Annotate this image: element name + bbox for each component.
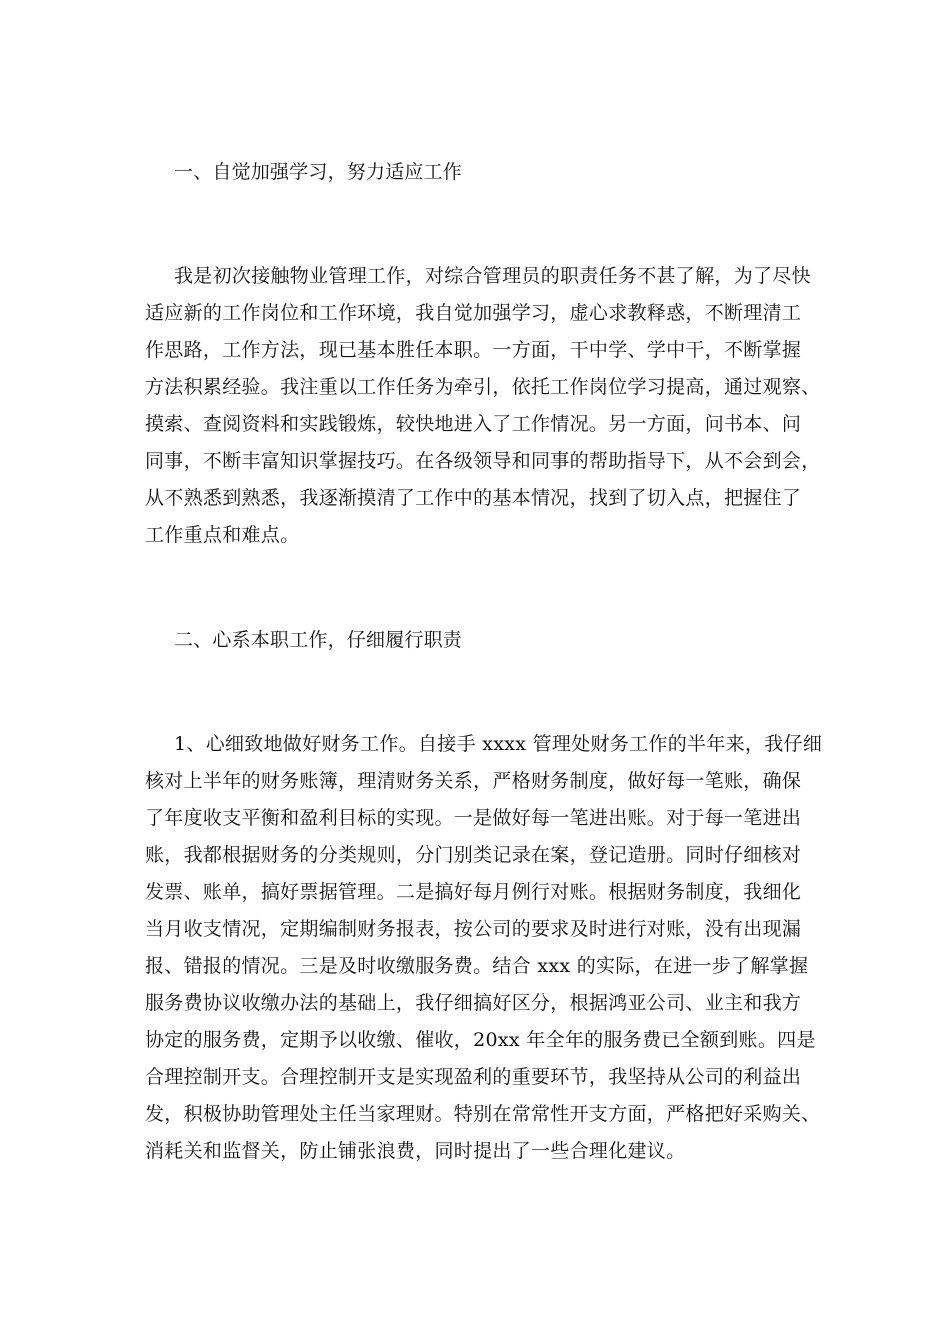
paragraph-line: 发票、账单，搞好票据管理。二是搞好每月例行对账。根据财务制度，我细化	[145, 881, 802, 903]
paragraph-line: 作思路，工作方法，现已基本胜任本职。一方面，干中学、学中干，不断掌握	[145, 339, 802, 361]
paragraph-line: 账，我都根据财务的分类规则，分门别类记录在案，登记造册。同时仔细核对	[145, 844, 802, 866]
paragraph-line: 摸索、查阅资料和实践锻炼，较快地进入了工作情况。另一方面，问书本、问	[145, 413, 802, 435]
paragraph-line: 了年度收支平衡和盈利目标的实现。一是做好每一笔进出账。对于每一笔进出	[145, 807, 802, 829]
paragraph-line: 我是初次接触物业管理工作，对综合管理员的职责任务不甚了解，为了尽快	[174, 265, 811, 287]
paragraph-line: 适应新的工作岗位和工作环境，我自觉加强学习，虚心求教释惑，不断理清工	[145, 302, 802, 324]
paragraph-line: 报、错报的情况。三是及时收缴服务费。结合 xxx 的实际，在进一步了解掌握	[145, 955, 809, 977]
paragraph-line: 从不熟悉到熟悉，我逐渐摸清了工作中的基本情况，找到了切入点，把握住了	[145, 487, 802, 509]
paragraph-2	[145, 726, 823, 1170]
paragraph-line: 合理控制开支。合理控制开支是实现盈利的重要环节，我坚持从公司的利益出	[145, 1066, 802, 1088]
paragraph-line: 协定的服务费，定期予以收缴、催收，20xx 年全年的服务费已全额到账。四是	[145, 1029, 816, 1051]
paragraph-line: 消耗关和监督关，防止铺张浪费，同时提出了一些合理化建议。	[145, 1140, 686, 1162]
paragraph-line: 发，积极协助管理处主任当家理财。特别在常常性开支方面，严格把好采购关、	[145, 1103, 821, 1125]
paragraph-1	[145, 258, 821, 554]
paragraph-line: 当月收支情况，定期编制财务报表，按公司的要求及时进行对账，没有出现漏	[145, 918, 802, 940]
paragraph-line: 同事，不断丰富知识掌握技巧。在各级领导和同事的帮助指导下，从不会到会，	[145, 450, 821, 472]
paragraph-line: 方法积累经验。我注重以工作任务为牵引，依托工作岗位学习提高，通过观察、	[145, 376, 821, 398]
paragraph-line: 工作重点和难点。	[145, 524, 300, 546]
section-heading-2: 二、心系本职工作，仔细履行职责	[174, 629, 463, 651]
paragraph-line: 服务费协议收缴办法的基础上，我仔细搞好区分，根据鸿亚公司、业主和我方	[145, 992, 802, 1014]
section-heading-1: 一、自觉加强学习，努力适应工作	[174, 161, 463, 183]
paragraph-line: 1、心细致地做好财务工作。自接手 xxxx 管理处财务工作的半年来，我仔细	[174, 733, 823, 755]
paragraph-line: 核对上半年的财务账簿，理清财务关系，严格财务制度，做好每一笔账，确保	[145, 770, 802, 792]
